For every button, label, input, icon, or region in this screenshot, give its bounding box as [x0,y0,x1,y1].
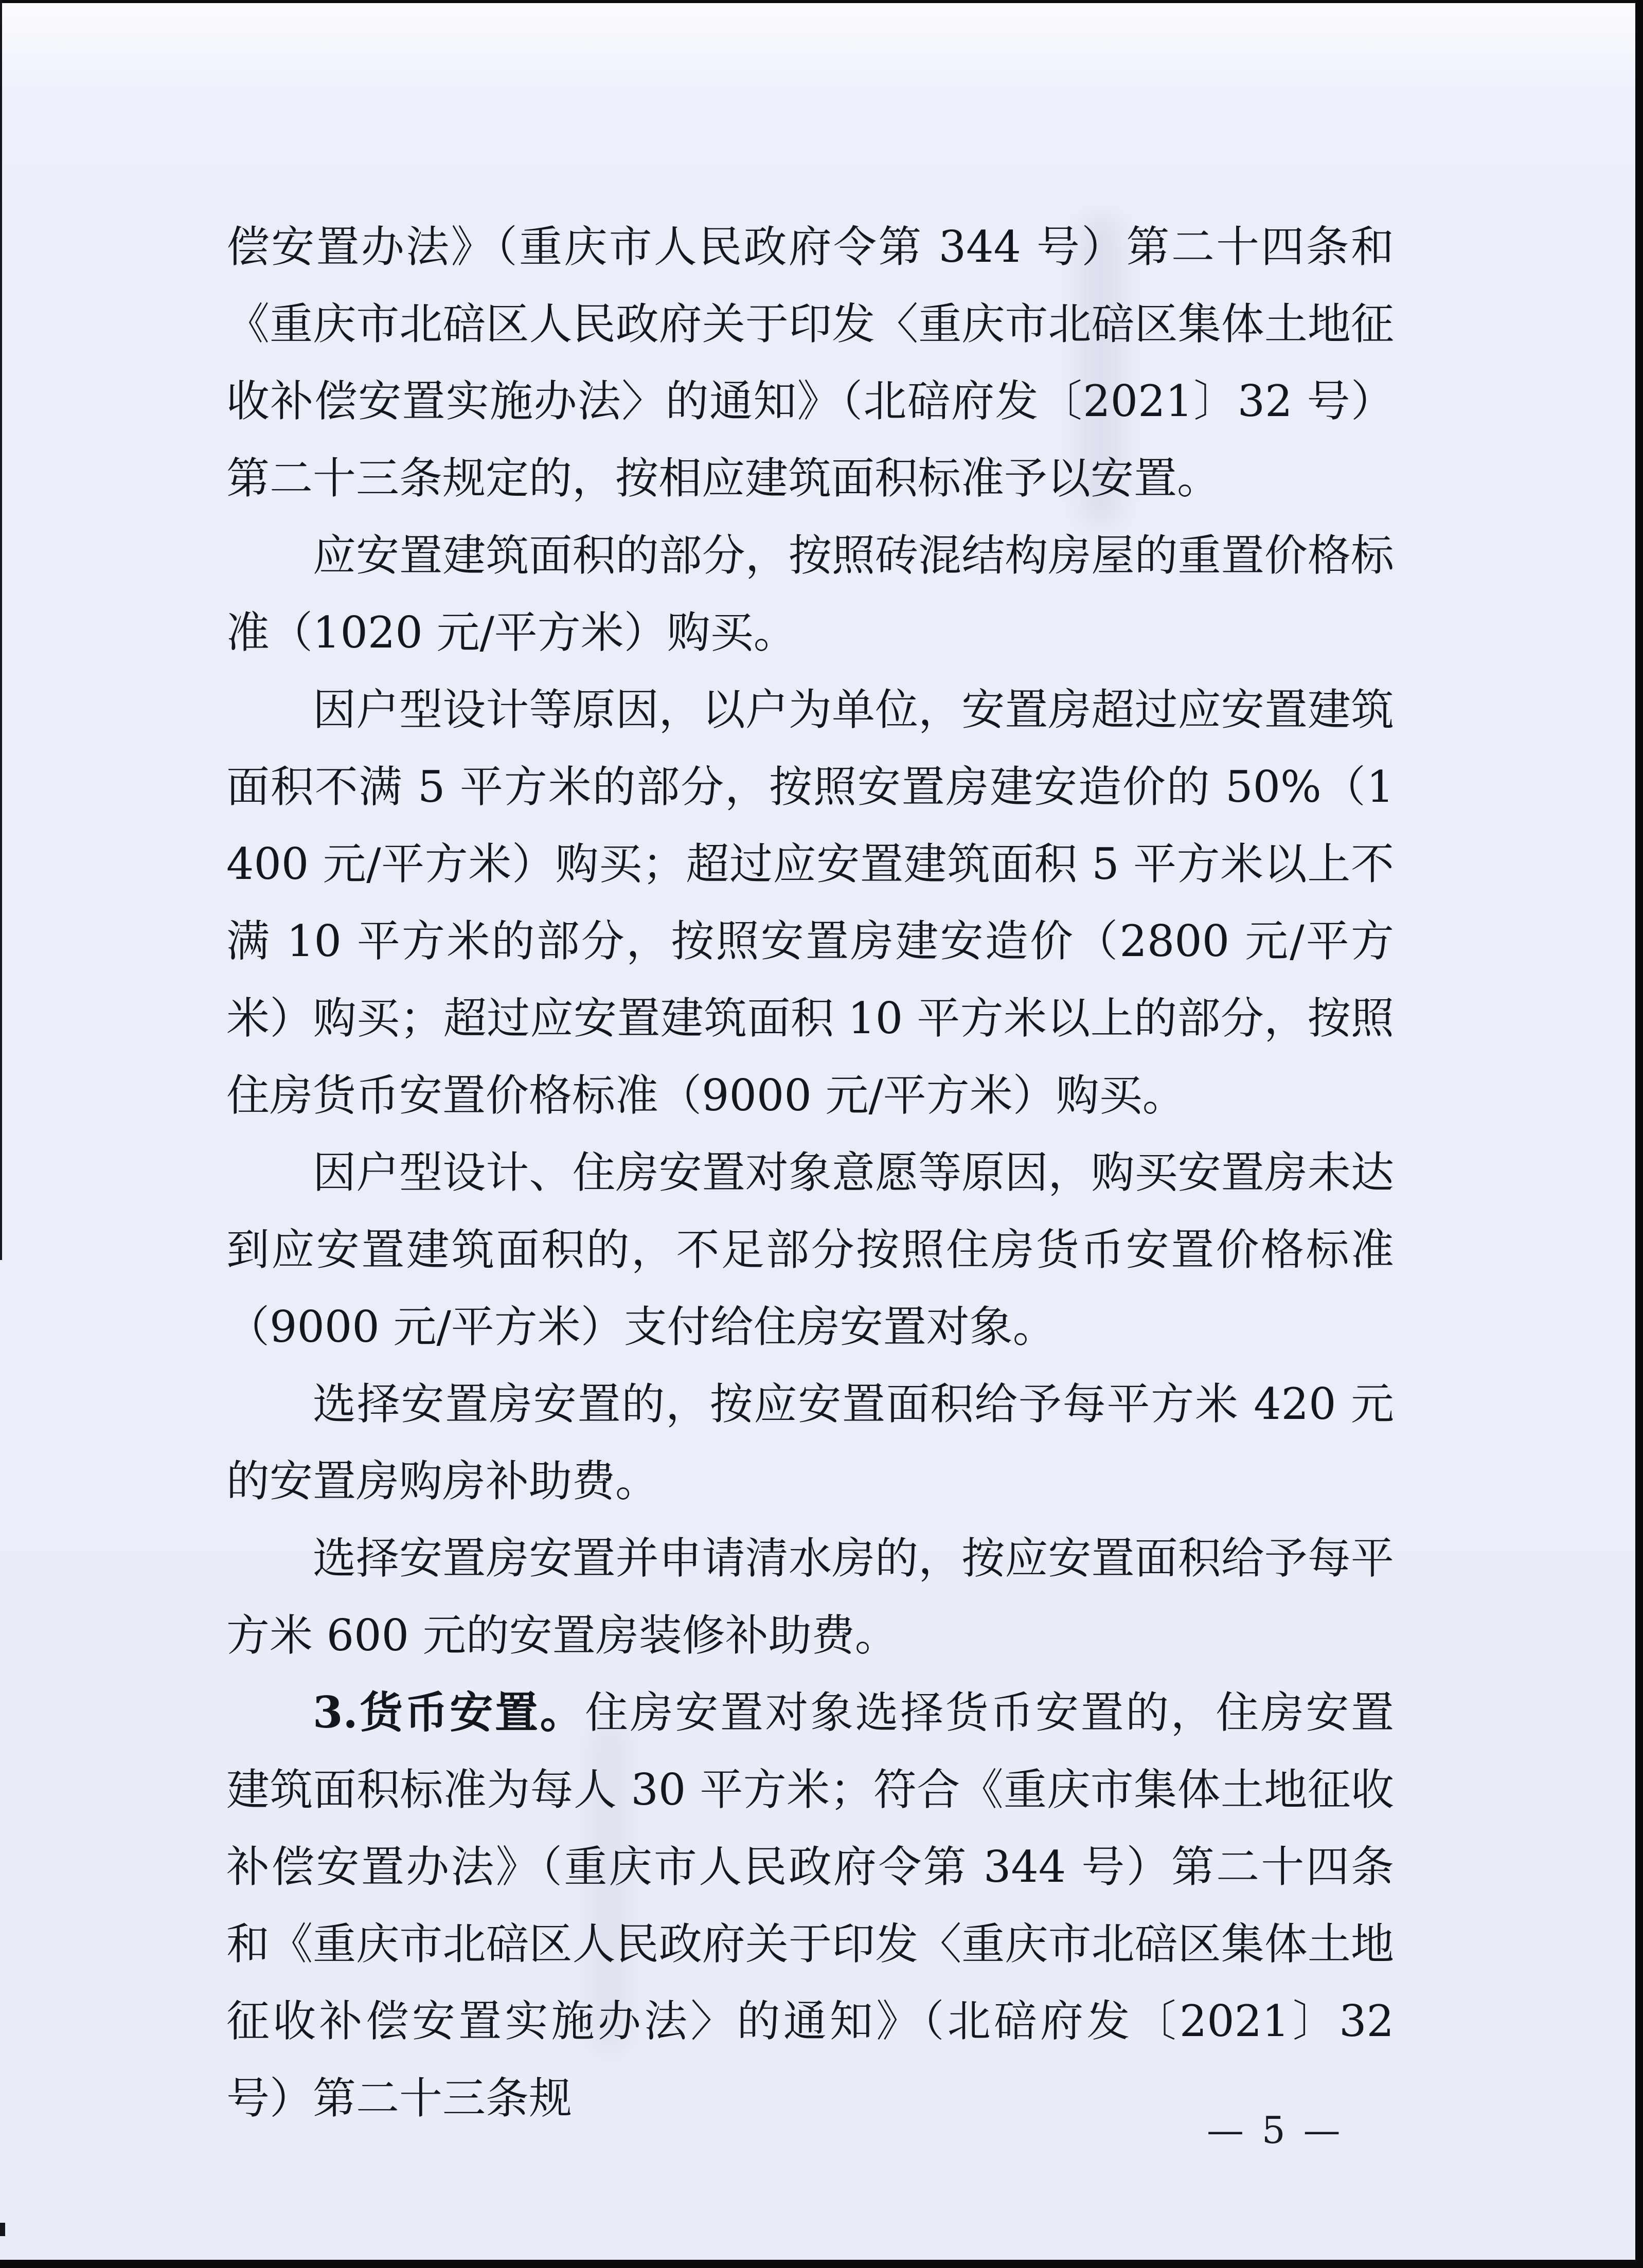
paragraph-2: 应安置建筑面积的部分，按照砖混结构房屋的重置价格标准（1020 元/平方米）购买。 [226,530,1394,658]
scan-edge-top [0,0,1643,3]
paragraph-1-continuation: 偿安置办法》（重庆市人民政府令第 344 号）第二十四条和《重庆市北碚区人民政府关于印发〈重庆市北碚区集体土地征收补偿安置实施办法〉的通知》（北碚府发〔2021〕32 号）第二十三条规定的，按相应建筑面积标准予以安置。 [226,222,1394,503]
scan-edge-bottom [0,2260,1643,2268]
paragraph-7 [226,1674,1394,2137]
page-number: — 5 — [1207,2109,1344,2152]
scan-edge-notch [0,2223,5,2236]
document-body [226,208,1394,2137]
paragraph-3: 因户型设计等原因，以户为单位，安置房超过应安置建筑面积不满 5 平方米的部分，按照安置房建安造价的 50%（1400 元/平方米）购买；超过应安置建筑面积 5 平方米以上不满 10 平方米的部分，按照安置房建安造价（2800 元/平方米）购买；超过应安置建筑面积 10 平方米以上的部分，按照住房货币安置价格标准（9000 元/平方米）购买。 [226,685,1394,1121]
paragraph-6: 选择安置房安置并申请清水房的，按应安置面积给予每平方米 600 元的安置房装修补助费。 [226,1533,1394,1661]
scan-edge-left [0,0,2,1260]
paragraph-4: 因户型设计、住房安置对象意愿等原因，购买安置房未达到应安置建筑面积的，不足部分按照住房货币安置价格标准（9000 元/平方米）支付给住房安置对象。 [226,1147,1394,1352]
scan-edge-right [1635,0,1643,2268]
section-heading-monetary-resettlement: 3.货币安置。 [313,1687,585,1738]
paragraph-5: 选择安置房安置的，按应安置面积给予每平方米 420 元的安置房购房补助费。 [226,1379,1394,1506]
paragraph-7-body: 住房安置对象选择货币安置的，住房安置建筑面积标准为每人 30 平方米；符合《重庆市集体土地征收补偿安置办法》（重庆市人民政府令第 344 号）第二十四条和《重庆市北碚区人民政府关于印发〈重庆市北碚区集体土地征收补偿安置实施办法〉的通知》（北碚府发〔2021〕32 号）第二十三条规 [226,1687,1394,2123]
